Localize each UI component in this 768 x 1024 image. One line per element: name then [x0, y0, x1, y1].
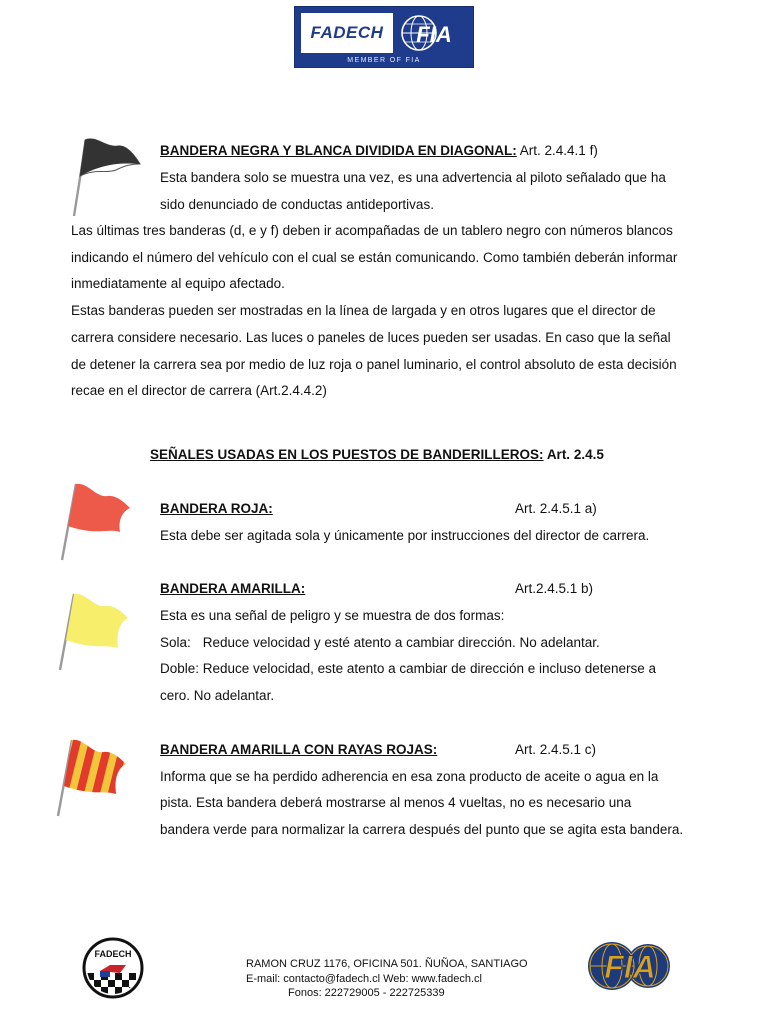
- yellow-flag-title: BANDERA AMARILLA:: [160, 581, 306, 596]
- fadech-fia-header-logo: [294, 6, 474, 68]
- fadech-logo-panel: [301, 13, 393, 53]
- member-of-fia-tagline: MEMBER OF FIA: [347, 57, 421, 64]
- yellow-flag-article: Art.2.4.5.1 b): [515, 581, 594, 596]
- striped-flag-article: Art. 2.4.5.1 c): [515, 742, 597, 757]
- para1-line2: indicando el número del vehículo con el cual se están comunicando. Como también deberán informar: [71, 250, 678, 265]
- red-flag-article: Art. 2.4.5.1 a): [515, 501, 597, 516]
- yellow-flag-sola-line: [160, 630, 600, 657]
- black-white-flag-desc-1: Esta bandera solo se muestra una vez, es una advertencia al piloto señalado que ha: [160, 170, 666, 185]
- fia-globe-icon: [399, 13, 463, 53]
- yellow-flag-sola-text: Reduce velocidad y esté atento a cambiar dirección. No adelantar.: [202, 635, 600, 650]
- flag-posts-heading-title: SEÑALES USADAS EN LOS PUESTOS DE BANDERILLEROS:: [150, 447, 544, 462]
- red-flag-icon: [56, 478, 136, 562]
- flag-posts-heading-article: Art. 2.4.5: [546, 447, 604, 462]
- para2-line4: recae en el director de carrera (Art.2.4.4.2): [71, 383, 327, 398]
- yellow-flag-sola-label: Sola:: [160, 635, 191, 650]
- footer-address: RAMON CRUZ 1176, OFICINA 501. ÑUÑOA, SANTIAGO: [246, 958, 528, 970]
- footer-phones: Fonos: 222729005 - 222725339: [288, 987, 445, 999]
- black-white-flag-article: Art. 2.4.4.1 f): [519, 143, 598, 158]
- footer-contact-block: [230, 957, 540, 1001]
- black-white-flag-heading-line: [160, 138, 598, 165]
- striped-flag-desc-3: bandera verde para normalizar la carrera después del punto que se agita esta bandera.: [160, 822, 684, 837]
- fia-footer-logo: [588, 935, 672, 997]
- flag-posts-section-heading: [150, 442, 604, 469]
- para2-line1: Estas banderas pueden ser mostradas en la línea de largada y en otros lugares que el director de: [71, 303, 656, 318]
- fia-footer-logo-text: FIA: [604, 949, 656, 985]
- fia-logo-text: FIA: [416, 22, 452, 47]
- para1-line3: inmediatamente al equipo afectado.: [71, 276, 285, 291]
- yellow-flag-desc-1: Esta es una señal de peligro y se muestra de dos formas:: [160, 608, 505, 623]
- para2-line3: de detener la carrera sea por medio de luz roja o panel luminario, el control absoluto de esta decisión: [71, 357, 677, 372]
- red-flag-title: BANDERA ROJA:: [160, 501, 273, 516]
- black-white-flag-title: BANDERA NEGRA Y BLANCA DIVIDIDA EN DIAGONAL:: [160, 143, 517, 158]
- striped-flag-desc-1: Informa que se ha perdido adherencia en esa zona producto de aceite o agua en la: [160, 769, 659, 784]
- striped-flag-desc-2: pista. Esta bandera deberá mostrarse al menos 4 vueltas, no es necesario una: [160, 795, 632, 810]
- fadech-round-logo: [82, 937, 144, 999]
- para1-line1: Las últimas tres banderas (d, e y f) deben ir acompañadas de un tablero negro con números blancos: [71, 223, 673, 238]
- footer-email-web: E-mail: contacto@fadech.cl Web: www.fadech.cl: [246, 972, 482, 985]
- striped-flag-title: BANDERA AMARILLA CON RAYAS ROJAS:: [160, 742, 438, 757]
- red-flag-desc: Esta debe ser agitada sola y únicamente por instrucciones del director de carrera.: [160, 528, 650, 543]
- yellow-flag-icon: [54, 588, 134, 672]
- black-white-flag-desc-2: sido denunciado de conductas antideportivas.: [160, 197, 434, 212]
- black-white-diagonal-flag-icon: [66, 134, 146, 218]
- yellow-red-striped-flag-icon: [52, 734, 132, 818]
- para2-line2: carrera considere necesario. Las luces o paneles de luces pueden ser usadas. En caso que la señal: [71, 330, 671, 345]
- yellow-flag-desc-4: cero. No adelantar.: [160, 688, 275, 703]
- yellow-flag-desc-3: Doble: Reduce velocidad, este atento a cambiar de dirección e incluso detenerse a: [160, 661, 657, 676]
- fadech-logo-word: FADECH: [310, 23, 384, 42]
- fadech-round-logo-text: FADECH: [94, 949, 132, 959]
